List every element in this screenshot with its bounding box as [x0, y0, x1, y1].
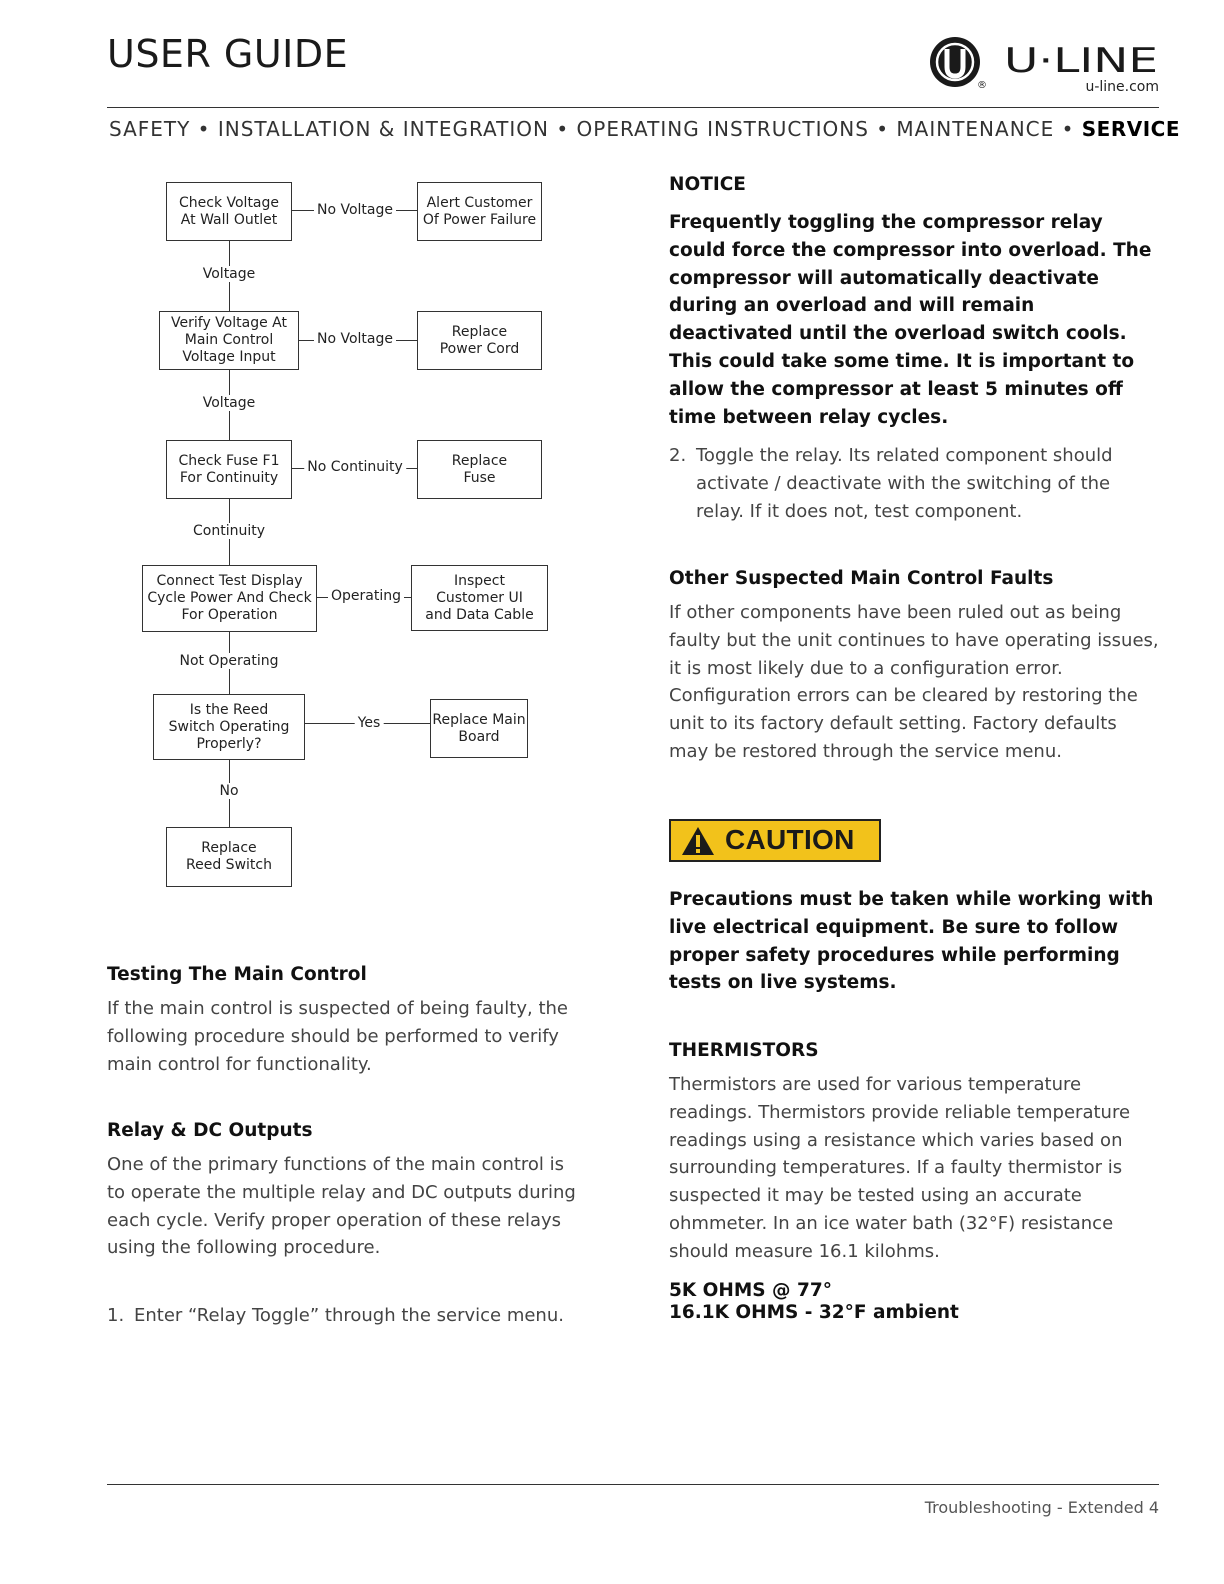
troubleshooting-flowchart [107, 170, 567, 900]
flow-step-verify-control-voltage: Verify Voltage At Main Control Voltage Input [159, 311, 299, 370]
flow-step-check-wall-voltage: Check Voltage At Wall Outlet [166, 182, 292, 241]
step-2 [669, 442, 1161, 525]
nav-item-service-active: SERVICE [1081, 117, 1181, 141]
notice-paragraph: Frequently toggling the compressor relay could force the compressor into overload. The compressor will automatically deactivate during an overload and will remain deactivated until the overload switch cools. This could take some time. It is important to allow the compressor at least 5 minutes off time between relay cycles. [669, 212, 1152, 428]
testing-paragraph: If the main control is suspected of being faulty, the following procedure should be performed to verify main control for functionality. [107, 998, 568, 1075]
edge-label: Not Operating [177, 653, 282, 669]
flow-step-test-display: Connect Test Display Cycle Power And Check For Operation [142, 565, 317, 632]
notice-heading: NOTICE [669, 174, 746, 195]
section-heading-testing: Testing The Main Control [107, 964, 367, 985]
step-number: 2. [669, 445, 687, 466]
flow-step-reed-switch-question: Is the Reed Switch Operating Properly? [153, 694, 305, 760]
section-heading-faults: Other Suspected Main Control Faults [669, 568, 1054, 589]
flow-result-replace-power-cord: Replace Power Cord [417, 311, 542, 370]
caution-label: CAUTION [725, 824, 855, 855]
warning-triangle-icon [681, 826, 715, 856]
page-footer-label: Troubleshooting - Extended 4 [924, 1498, 1159, 1517]
flow-step-replace-reed-switch: Replace Reed Switch [166, 827, 292, 887]
flow-result-inspect-ui: Inspect Customer UI and Data Cable [411, 565, 548, 631]
step-text: Toggle the relay. Its related component should activate / deactivate with the switching of the relay. If it does not, test component. [696, 445, 1113, 522]
relay-paragraph: One of the primary functions of the main control is to operate the multiple relay and DC outputs during each cycle. Verify proper operation of these relays using the following procedure. [107, 1154, 576, 1259]
step-1 [107, 1302, 577, 1330]
edge-label: Voltage [200, 395, 259, 411]
registered-mark: ® [977, 80, 987, 91]
edge-label: No Voltage [314, 331, 396, 347]
spec-line-2: 16.1K OHMS - 32°F ambient [669, 1302, 959, 1323]
website-url: u-line.com [1085, 79, 1159, 95]
faults-paragraph: If other components have been ruled out as being faulty but the unit continues to have operating issues, it is most likely due to a configuration error. Configuration errors can be cleared by restoring the unit to its factory default setting. Factory defaults may be restored through the service menu. [669, 602, 1159, 762]
edge-label: Yes [355, 715, 384, 731]
nav-item-operating: OPERATING INSTRUCTIONS [576, 117, 869, 141]
page-title: USER GUIDE [107, 32, 349, 76]
edge-label: Voltage [200, 266, 259, 282]
flow-step-check-fuse: Check Fuse F1 For Continuity [166, 440, 292, 499]
step-number: 1. [107, 1305, 125, 1326]
flow-result-alert-customer: Alert Customer Of Power Failure [417, 182, 542, 241]
spec-line-1: 5K OHMS @ 77° [669, 1280, 832, 1301]
nav-item-installation: INSTALLATION & INTEGRATION [217, 117, 549, 141]
edge-label: No Voltage [314, 202, 396, 218]
edge-label: Continuity [190, 523, 268, 539]
header-divider [107, 107, 1159, 108]
edge-label: Operating [328, 588, 404, 604]
logo-wordmark: U·LINE [1004, 41, 1158, 81]
thermistors-paragraph: Thermistors are used for various temperature readings. Thermistors provide reliable temperature readings using a resistance which varies based on surrounding temperatures. If a faulty thermistor is suspected it may be tested using an accurate ohmmeter. In an ice water bath (32°F) resistance should measure 16.1 kilohms. [669, 1074, 1131, 1262]
caution-banner [669, 819, 881, 862]
section-nav: SAFETY • INSTALLATION & INTEGRATION • OPERATING INSTRUCTIONS • MAINTENANCE • SERVICE [109, 117, 1181, 141]
flow-result-replace-fuse: Replace Fuse [417, 440, 542, 499]
caution-paragraph: Precautions must be taken while working with live electrical equipment. Be sure to follow proper safety procedures while performing tests on live systems. [669, 889, 1154, 994]
edge-label: No [216, 783, 241, 799]
edge-label: No Continuity [304, 459, 406, 475]
section-heading-relay: Relay & DC Outputs [107, 1120, 313, 1141]
step-text: Enter “Relay Toggle” through the service menu. [134, 1305, 564, 1326]
nav-item-maintenance: MAINTENANCE [896, 117, 1055, 141]
footer-divider [107, 1484, 1159, 1485]
nav-item-safety: SAFETY [109, 117, 191, 141]
flow-result-replace-main-board: Replace Main Board [430, 699, 528, 758]
section-heading-thermistors: THERMISTORS [669, 1040, 819, 1061]
